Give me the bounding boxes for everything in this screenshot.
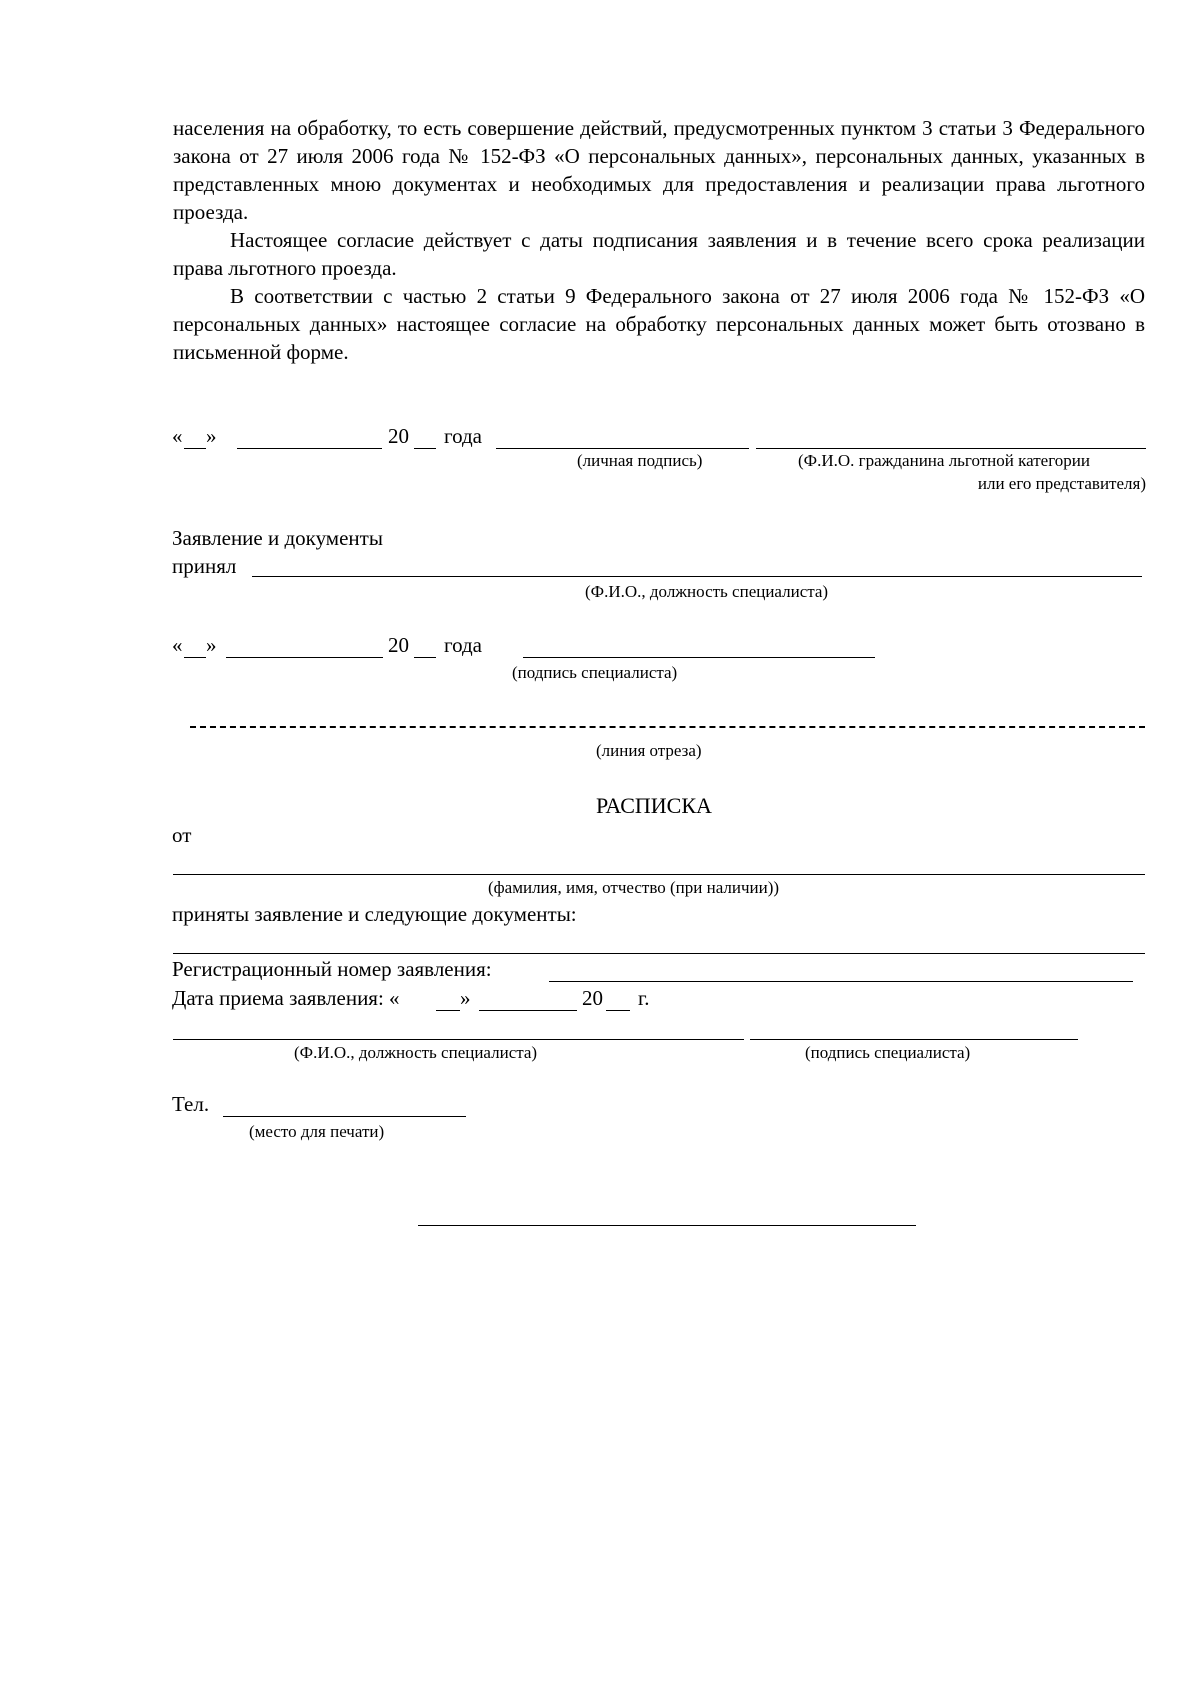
receipt-documents-line <box>173 953 1145 954</box>
stamp-caption: (место для печати) <box>249 1122 385 1141</box>
acceptance-line-1: Заявление и документы <box>172 526 383 550</box>
receipt-specialist-caption: (Ф.И.О., должность специалиста) <box>294 1043 538 1062</box>
specialist-signature-line <box>523 657 875 658</box>
date-open-quote: « <box>172 424 183 448</box>
signature-caption: (личная подпись) <box>577 451 703 470</box>
receipt-specialist-signature-line <box>750 1039 1078 1040</box>
receipt-year-suffix: г. <box>638 986 650 1010</box>
receipt-from-label: от <box>172 823 192 847</box>
receipt-date-label: Дата приема заявления: « <box>172 986 400 1010</box>
year-suffix: года <box>444 424 482 448</box>
cut-line-caption: (линия отреза) <box>596 741 702 760</box>
specialist-name-caption: (Ф.И.О., должность специалиста) <box>585 582 829 601</box>
personal-signature-line <box>496 448 749 449</box>
consent-paragraph-1: населения на обработку, то есть совершение действий, предусмотренных пунктом 3 статьи 3 Федерального закона от 27 июля 2006 года № 152-ФЗ «О персональных данных», персональных данных, указанных в представленных мною документах и необходимых для предоставления и реализации права льготного проезда. <box>173 116 1145 224</box>
receipt-year-line <box>606 1010 630 1011</box>
month2-blank-line <box>226 657 383 658</box>
specialist-signature-caption: (подпись специалиста) <box>512 663 678 682</box>
year2-blank-line <box>414 657 436 658</box>
reg-number-line <box>549 981 1133 982</box>
date2-open-quote: « <box>172 633 183 657</box>
receipt-specialist-name-line <box>173 1039 744 1040</box>
year2-prefix: 20 <box>388 633 409 657</box>
year-prefix: 20 <box>388 424 409 448</box>
year-blank-line <box>414 448 436 449</box>
day-blank-line <box>184 448 206 449</box>
reg-number-label: Регистрационный номер заявления: <box>172 957 492 981</box>
receipt-signature-caption: (подпись специалиста) <box>805 1043 971 1062</box>
date-close-quote: » <box>206 424 217 448</box>
consent-paragraph-3: В соответствии с частью 2 статьи 9 Федерального закона от 27 июля 2006 года № 152-ФЗ «О персональных данных» настоящее согласие на обработку персональных данных может быть отозвано в письменной форме. <box>173 284 1145 364</box>
receipt-title: РАСПИСКА <box>596 793 712 818</box>
citizen-name-caption-2: или его представителя) <box>977 474 1146 493</box>
receipt-accepted-text: приняты заявление и следующие документы: <box>172 902 577 926</box>
footer-separator-line <box>418 1225 916 1226</box>
date2-close-quote: » <box>206 633 217 657</box>
cut-line <box>190 726 1145 728</box>
receipt-day-line <box>436 1010 460 1011</box>
acceptance-line-2: принял <box>172 554 237 578</box>
receipt-date-close-quote: » <box>460 986 471 1010</box>
phone-label: Тел. <box>172 1092 210 1116</box>
receipt-name-caption: (фамилия, имя, отчество (при наличии)) <box>488 878 780 897</box>
year2-suffix: года <box>444 633 482 657</box>
receipt-month-line <box>479 1010 577 1011</box>
citizen-name-caption-1: (Ф.И.О. гражданина льготной категории <box>798 451 1090 470</box>
receipt-year-prefix: 20 <box>582 986 603 1010</box>
citizen-name-line <box>756 448 1146 449</box>
day2-blank-line <box>184 657 206 658</box>
month-blank-line <box>237 448 382 449</box>
specialist-name-line <box>252 576 1142 577</box>
receipt-name-line <box>173 874 1145 875</box>
phone-line <box>223 1116 466 1117</box>
consent-paragraph-2: Настоящее согласие действует с даты подписания заявления и в течение всего срока реализации права льготного проезда. <box>173 228 1145 280</box>
